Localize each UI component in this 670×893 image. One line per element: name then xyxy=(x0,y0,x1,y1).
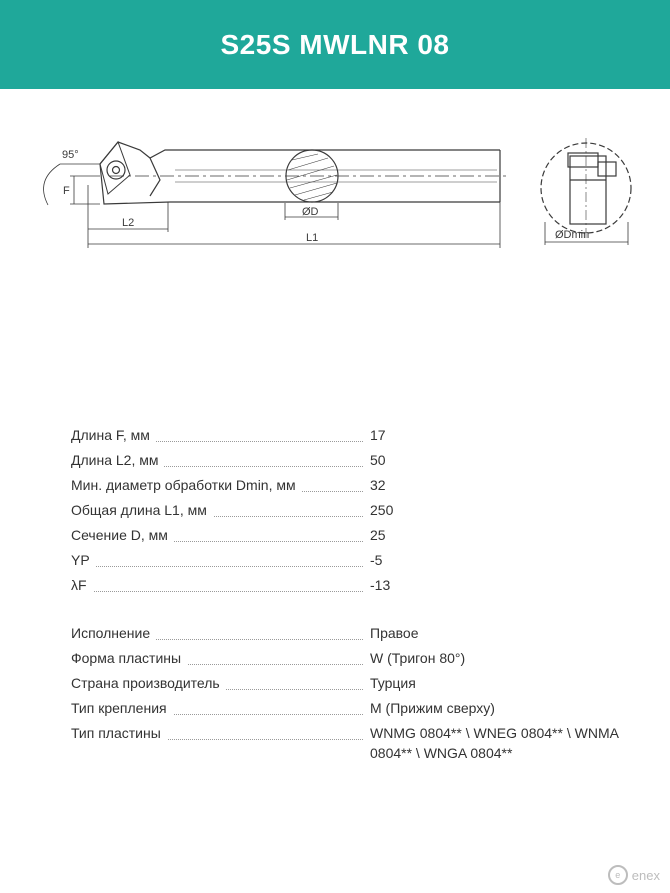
spec-row-dmin xyxy=(71,475,631,500)
spec-row-yp xyxy=(71,550,631,575)
spec-value: 50 xyxy=(370,452,386,468)
spec-row-f xyxy=(71,425,631,450)
tool-drawing xyxy=(0,120,670,270)
spec-row-insert-shape xyxy=(71,648,631,673)
dimension-lines xyxy=(44,164,500,248)
spec-value: WNMG 0804** \ WNEG 0804** \ WNMA 0804** \ WNGA 0804** xyxy=(370,725,619,761)
spec-label: Страна производитель xyxy=(71,673,226,693)
spec-value: Турция xyxy=(370,675,416,691)
page-header xyxy=(0,0,670,89)
spec-label: Тип крепления xyxy=(71,698,173,718)
spec-label: Исполнение xyxy=(71,623,156,643)
spec-label: Общая длина L1, мм xyxy=(71,500,213,520)
spec-label: YP xyxy=(71,550,96,570)
spec-label: Сечение D, мм xyxy=(71,525,174,545)
dmin-label: ØDmin xyxy=(555,229,590,241)
spec-row-l2 xyxy=(71,450,631,475)
spec-value: 17 xyxy=(370,427,386,443)
spec-label: Длина F, мм xyxy=(71,425,156,445)
product-title: S25S MWLNR 08 xyxy=(220,28,450,60)
spec-value: -5 xyxy=(370,552,383,568)
spec-row-l1 xyxy=(71,500,631,525)
spec-row-insert-type xyxy=(71,723,631,769)
spec-row-execution xyxy=(71,623,631,648)
spec-label: Тип пластины xyxy=(71,723,167,743)
f-label: F xyxy=(63,185,70,197)
spec-value: Правое xyxy=(370,625,419,641)
spec-label: λF xyxy=(71,575,93,595)
spec-value: -13 xyxy=(370,577,391,593)
spec-label: Мин. диаметр обработки Dmin, мм xyxy=(71,475,302,495)
spec-value: 32 xyxy=(370,477,386,493)
spec-value: M (Прижим сверху) xyxy=(370,700,495,716)
logo-text: enex xyxy=(631,867,660,883)
angle-label: 95° xyxy=(62,149,79,161)
spec-row-country xyxy=(71,673,631,698)
brand-logo xyxy=(608,865,660,885)
spec-row-lambda-f xyxy=(71,575,631,600)
d-label: ØD xyxy=(302,206,319,218)
l1-label: L1 xyxy=(306,232,319,244)
spec-value: W (Тригон 80°) xyxy=(370,650,466,666)
logo-icon: e xyxy=(608,865,628,885)
spec-value: 25 xyxy=(370,527,386,543)
tool-side-view xyxy=(100,142,510,204)
spec-label: Длина L2, мм xyxy=(71,450,164,470)
spec-row-d xyxy=(71,525,631,550)
spec-label: Форма пластины xyxy=(71,648,187,668)
l2-label: L2 xyxy=(122,217,135,229)
spec-value: 250 xyxy=(370,502,394,518)
specs-list xyxy=(71,425,631,769)
spec-row-clamping xyxy=(71,698,631,723)
